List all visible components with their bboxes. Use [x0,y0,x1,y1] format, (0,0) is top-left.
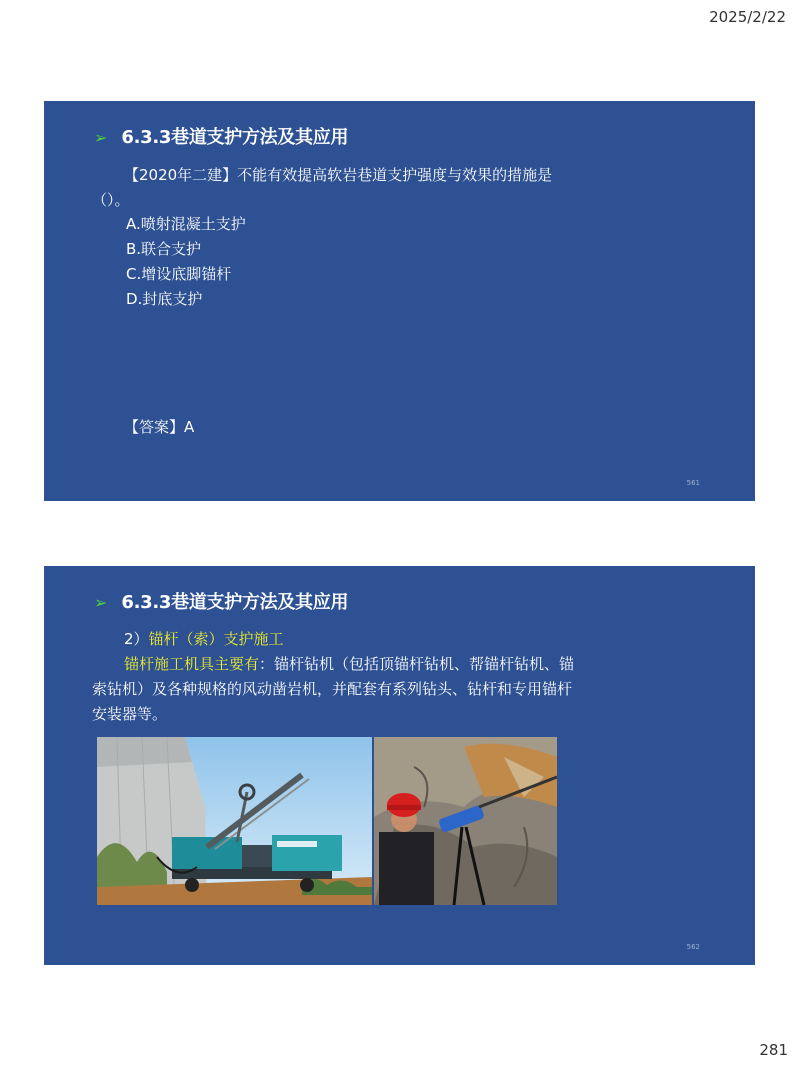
slide-562 [44,566,755,965]
slide-title [94,123,348,149]
option-list [126,212,246,312]
green-arrow-icon: ➢ [94,592,108,612]
option-b: B.联合支护 [126,240,202,258]
body-paragraph [92,652,582,727]
question-text: 【2020年二建】不能有效提高软岩巷道支护强度与效果的措施是（）。 [92,166,553,209]
slide-title [94,588,348,614]
option-d: D.封底支护 [126,290,203,308]
slide-title-text: 6.3.3巷道支护方法及其应用 [121,127,349,148]
subheading-prefix: 2） [124,630,149,648]
option-c: C.增设底脚锚杆 [126,265,232,283]
answer-text: 【答案】A [124,418,195,436]
slide-title-text: 6.3.3巷道支护方法及其应用 [121,592,349,613]
option-a: A.喷射混凝土支护 [126,215,246,233]
paragraph-text: ：锚杆钻机（包括顶锚杆钻机、帮锚杆钻机、锚索钻机）及各种规格的风动凿岩机，并配套有系列钻头、钻杆和专用锚杆安装器等。 [92,655,575,723]
subheading-text: 锚杆（索）支护施工 [148,630,284,648]
slide-number: 562 [686,943,700,951]
photo-strip [97,737,557,905]
slide-561 [44,101,755,501]
document-date: 2025/2/22 [709,8,786,26]
page-number: 281 [759,1041,788,1059]
slide-number: 561 [686,479,700,487]
rock-drilling-worker-photo [374,737,557,905]
green-arrow-icon: ➢ [94,127,108,147]
subheading [124,628,284,649]
drilling-rig-photo [97,737,372,905]
paragraph-highlight: 锚杆施工机具主要有 [124,655,260,673]
